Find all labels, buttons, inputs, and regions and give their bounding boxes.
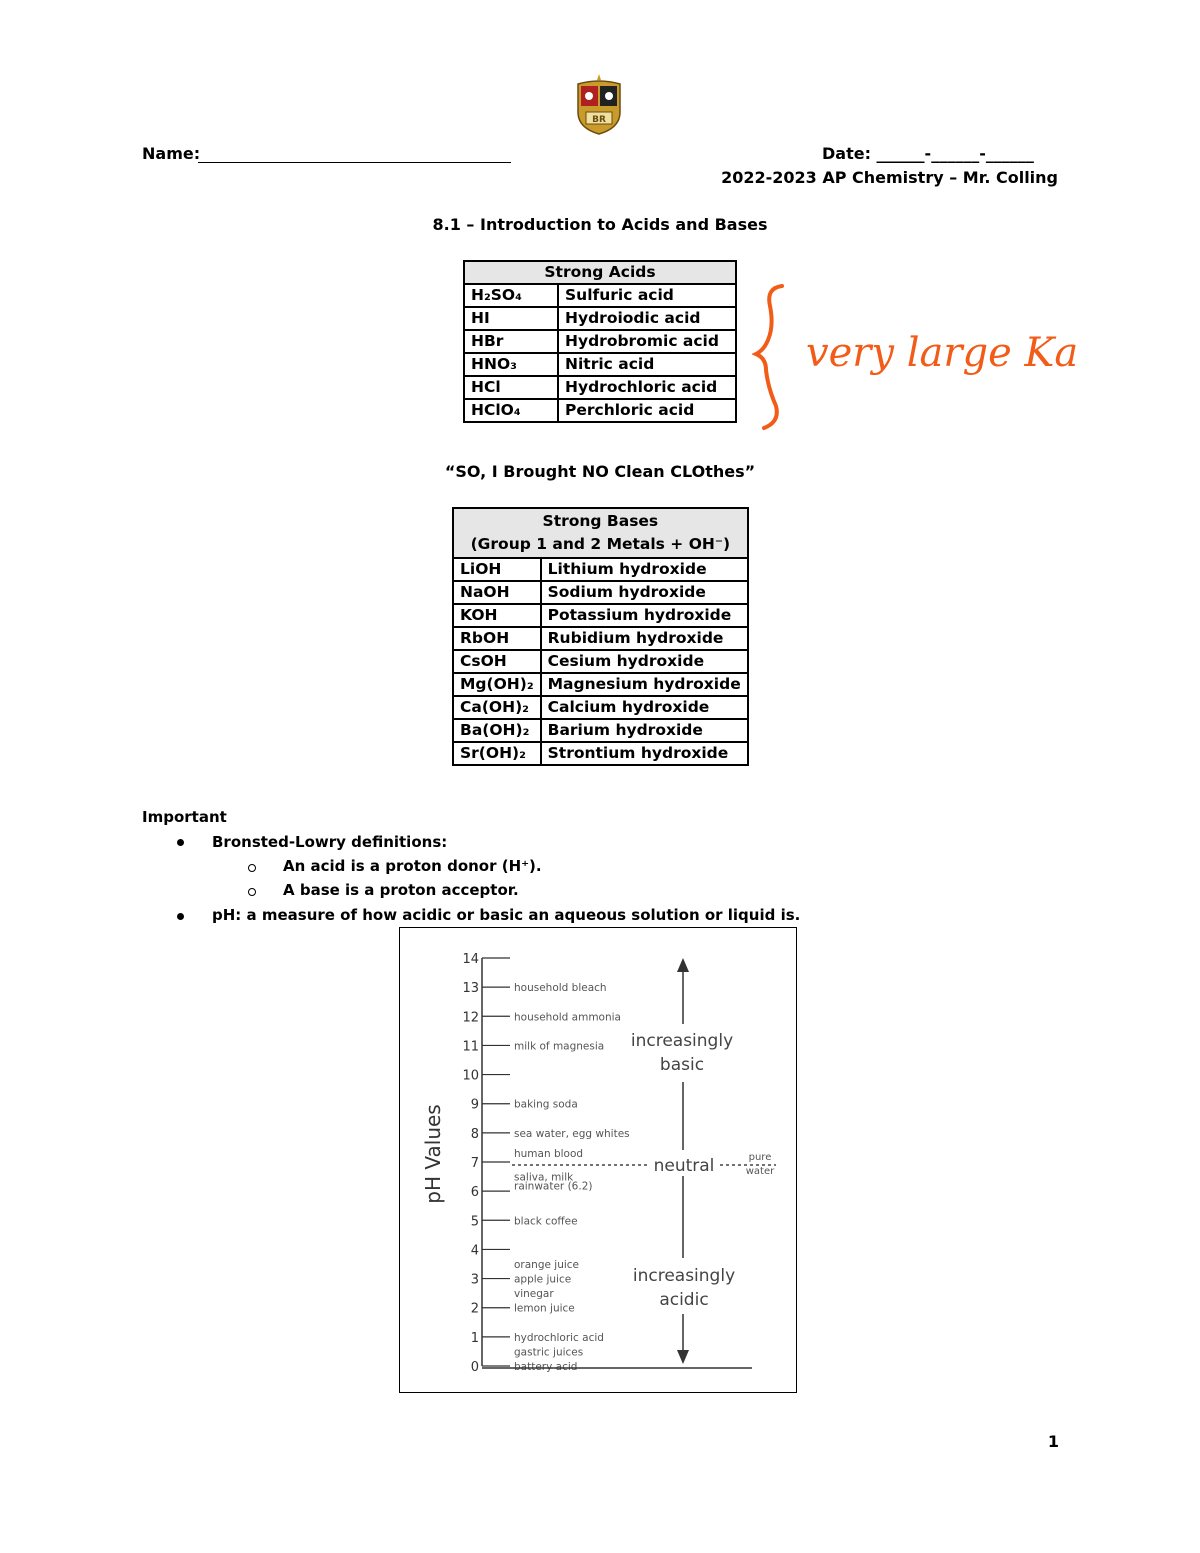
ph-item-label: saliva, milk — [514, 1171, 574, 1184]
table-row — [453, 742, 748, 765]
page-title: 8.1 – Introduction to Acids and Bases — [432, 215, 768, 234]
page-number: 1 — [1047, 1432, 1059, 1451]
base-formula: Ba(OH)₂ — [453, 719, 541, 742]
handwritten-annotation — [752, 278, 1102, 438]
bullet-bronsted-lowry: Bronsted-Lowry definitions: — [212, 833, 448, 851]
base-name: Sodium hydroxide — [541, 581, 748, 604]
base-name: Magnesium hydroxide — [541, 673, 748, 696]
handwritten-text: very large Ka — [806, 330, 1079, 376]
pure-water-label-line1: pure — [748, 1152, 772, 1163]
date-field[interactable]: Date: ______-______-______ — [822, 144, 1034, 163]
strong-bases-heading — [453, 508, 748, 558]
ph-tick-label-10: 10 — [462, 1068, 479, 1084]
table-row — [464, 376, 736, 399]
ph-tick-label-5: 5 — [470, 1214, 479, 1230]
sub-bullet-base: A base is a proton acceptor. — [283, 881, 519, 899]
sub-bullet-icon — [248, 888, 256, 896]
table-row — [453, 604, 748, 627]
table-row — [464, 307, 736, 330]
course-title: 2022-2023 AP Chemistry – Mr. Colling — [721, 168, 1058, 187]
acid-name: Hydroiodic acid — [558, 307, 736, 330]
base-name: Potassium hydroxide — [541, 604, 748, 627]
ph-item-label: battery acid — [514, 1361, 578, 1373]
ph-item-label: baking soda — [514, 1098, 578, 1111]
base-name: Strontium hydroxide — [541, 742, 748, 765]
acid-formula: HClO₄ — [464, 399, 558, 422]
mnemonic-text: “SO, I Brought NO Clean CLOthes” — [444, 462, 756, 481]
table-row — [464, 399, 736, 422]
base-formula: KOH — [453, 604, 541, 627]
sub-bullet-acid: An acid is a proton donor (H⁺). — [283, 857, 542, 875]
acidic-label-line1: increasingly — [632, 1266, 736, 1286]
curly-brace — [756, 286, 782, 428]
table-row — [453, 558, 748, 581]
bullet-icon — [177, 913, 184, 920]
ph-tick-label-4: 4 — [470, 1243, 479, 1259]
table-row — [453, 627, 748, 650]
ph-tick-label-7: 7 — [470, 1156, 479, 1171]
bullet-icon — [177, 839, 184, 846]
acid-formula: HNO₃ — [464, 353, 558, 376]
ph-tick-label-2: 2 — [470, 1301, 479, 1317]
table-row — [453, 696, 748, 719]
table-row — [464, 353, 736, 376]
strong-bases-table — [452, 507, 749, 766]
base-formula: NaOH — [453, 581, 541, 604]
basic-label-line2: basic — [659, 1055, 705, 1075]
base-name: Rubidium hydroxide — [541, 627, 748, 650]
name-field[interactable] — [198, 162, 511, 163]
base-name: Calcium hydroxide — [541, 696, 748, 719]
ph-tick-label-13: 13 — [462, 981, 479, 997]
acid-name: Sulfuric acid — [558, 284, 736, 307]
ph-item-label: black coffee — [514, 1215, 578, 1228]
table-row — [453, 650, 748, 673]
acid-name: Nitric acid — [558, 353, 736, 376]
base-name: Cesium hydroxide — [541, 650, 748, 673]
ph-tick-label-11: 11 — [462, 1039, 479, 1055]
ph-scale-svg — [400, 928, 796, 1392]
acidic-label-line2: acidic — [659, 1290, 709, 1310]
ph-item-label: rainwater (6.2) — [514, 1180, 593, 1193]
strong-bases-heading-line1: Strong Bases — [542, 512, 659, 530]
ph-tick-label-14: 14 — [462, 952, 479, 967]
strong-acids-heading: Strong Acids — [464, 261, 736, 284]
acid-name: Hydrobromic acid — [558, 330, 736, 353]
pure-water-label-line2: water — [745, 1166, 775, 1177]
ph-item-label: household ammonia — [514, 1011, 621, 1024]
strong-acids-table — [463, 260, 737, 423]
ph-item-label: orange juice — [514, 1259, 580, 1271]
ph-item-label: human blood — [514, 1148, 584, 1160]
ph-item-label: milk of magnesia — [514, 1040, 605, 1053]
table-row — [453, 673, 748, 696]
table-row — [464, 284, 736, 307]
acid-formula: H₂SO₄ — [464, 284, 558, 307]
acid-formula: HBr — [464, 330, 558, 353]
ph-tick-label-9: 9 — [470, 1097, 479, 1113]
ph-item-label: apple juice — [514, 1273, 572, 1286]
base-formula: Ca(OH)₂ — [453, 696, 541, 719]
bullet-ph-definition: pH: a measure of how acidic or basic an aqueous solution or liquid is. — [212, 906, 801, 924]
ph-scale-chart — [399, 927, 797, 1393]
ph-item-label: gastric juices — [514, 1346, 584, 1359]
sub-bullet-icon — [248, 864, 256, 872]
ph-tick-label-3: 3 — [470, 1272, 479, 1288]
ph-axis-label: pH Values — [421, 1104, 445, 1204]
ph-tick-label-0: 0 — [470, 1360, 479, 1375]
ph-item-label: vinegar — [514, 1288, 554, 1301]
table-row — [453, 719, 748, 742]
svg-text:BR: BR — [592, 115, 606, 125]
important-heading: Important — [142, 808, 227, 826]
acid-name: Hydrochloric acid — [558, 376, 736, 399]
base-formula: RbOH — [453, 627, 541, 650]
base-formula: LiOH — [453, 558, 541, 581]
name-label: Name: — [142, 144, 201, 163]
ph-item-label: hydrochloric acid — [514, 1331, 604, 1344]
base-formula: CsOH — [453, 650, 541, 673]
ph-item-label: household bleach — [514, 982, 607, 995]
ph-item-label: sea water, egg whites — [514, 1127, 630, 1140]
ph-tick-label-12: 12 — [462, 1010, 479, 1026]
table-row — [464, 330, 736, 353]
neutral-label: neutral — [653, 1156, 715, 1176]
acid-formula: HCl — [464, 376, 558, 399]
base-name: Barium hydroxide — [541, 719, 748, 742]
ph-tick-label-1: 1 — [470, 1330, 479, 1346]
down-arrow-icon — [677, 1350, 689, 1364]
school-crest-icon — [572, 72, 626, 136]
up-arrow-icon — [677, 958, 689, 972]
ph-item-label: lemon juice — [514, 1302, 575, 1315]
acid-formula: HI — [464, 307, 558, 330]
base-formula: Mg(OH)₂ — [453, 673, 541, 696]
table-row — [453, 581, 748, 604]
base-name: Lithium hydroxide — [541, 558, 748, 581]
basic-label-line1: increasingly — [630, 1031, 734, 1051]
base-formula: Sr(OH)₂ — [453, 742, 541, 765]
acid-name: Perchloric acid — [558, 399, 736, 422]
ph-tick-label-8: 8 — [470, 1126, 479, 1142]
strong-bases-heading-line2: (Group 1 and 2 Metals + OH⁻) — [470, 535, 731, 553]
ph-tick-label-6: 6 — [470, 1185, 479, 1201]
